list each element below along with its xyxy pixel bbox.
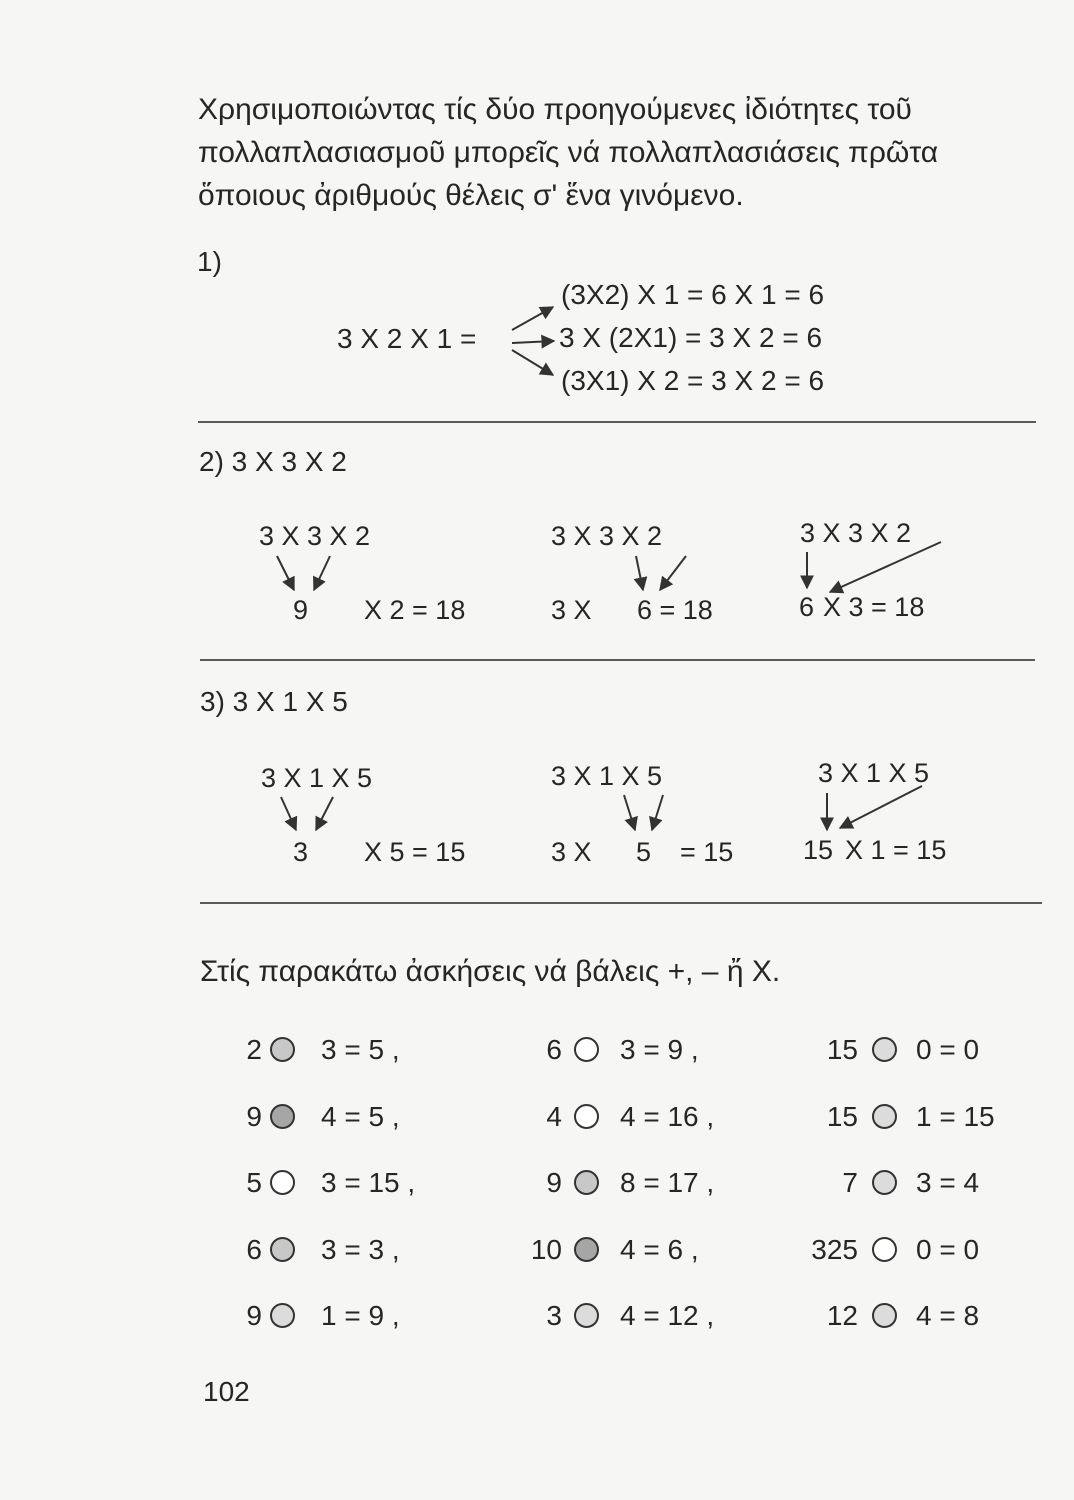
- section-2-group-3-top: 3 X 3 X 2: [800, 518, 912, 548]
- arrow-icon: [314, 556, 330, 590]
- exercise-equation-rest: 4 = 12 ,: [620, 1300, 715, 1331]
- operator-blank-circle[interactable]: [270, 1170, 295, 1195]
- exercise-left-operand: 12: [826, 1300, 858, 1331]
- exercise-row: [500, 1165, 760, 1201]
- exercise-equation-rest: 1 = 9 ,: [321, 1300, 400, 1331]
- section-3-group-3-bottom-a: 15: [803, 835, 834, 865]
- operator-blank-circle[interactable]: [872, 1104, 897, 1129]
- operator-blank-circle[interactable]: [270, 1104, 295, 1129]
- section-1-lhs: 3 X 2 X 1 =: [337, 323, 477, 354]
- exercise-equation-rest: 3 = 5 ,: [321, 1034, 400, 1065]
- section-3-group-3-bottom-b: X 1 = 15: [845, 835, 947, 865]
- operator-blank-circle[interactable]: [872, 1237, 897, 1262]
- exercise-equation-rest: 4 = 6 ,: [620, 1234, 699, 1265]
- section-2-group-1-bottom-a: 9: [293, 595, 309, 625]
- exercise-row: [200, 1298, 460, 1334]
- exercise-left-operand: 7: [842, 1167, 858, 1198]
- section-2-group-1-bottom-b: X 2 = 18: [364, 595, 466, 625]
- arrow-icon: [316, 797, 333, 830]
- operator-blank-circle[interactable]: [270, 1303, 295, 1328]
- exercise-left-operand: 325: [811, 1234, 858, 1265]
- exercise-row: [500, 1232, 760, 1268]
- arrow-icon: [840, 786, 922, 828]
- exercise-equation-rest: 1 = 15: [916, 1101, 995, 1132]
- section-2-heading: 2) 3 X 3 X 2: [199, 446, 347, 477]
- operator-blank-circle[interactable]: [872, 1037, 897, 1062]
- section-2-group-1-top: 3 X 3 X 2: [259, 521, 371, 551]
- operator-blank-circle[interactable]: [574, 1170, 599, 1195]
- exercise-left-operand: 5: [246, 1167, 262, 1198]
- exercise-left-operand: 15: [826, 1101, 858, 1132]
- exercise-row: [790, 1298, 1030, 1334]
- intro-line-1: Χρησιμοποιώντας τίς δύο προηγούμενες ἰδιότητες τοῦ: [198, 93, 912, 126]
- exercise-left-operand: 9: [246, 1101, 262, 1132]
- intro-line-3: ὅποιους ἀριθμούς θέλεις σ' ἕνα γινόμενο.: [198, 179, 744, 212]
- exercise-left-operand: 15: [826, 1034, 858, 1065]
- exercise-row: [790, 1099, 1030, 1135]
- exercise-left-operand: 2: [246, 1034, 262, 1065]
- section-3-group-2-bottom-a: 3 X: [551, 837, 592, 867]
- exercise-equation-rest: 3 = 3 ,: [321, 1234, 400, 1265]
- operator-blank-circle[interactable]: [872, 1303, 897, 1328]
- section-3-group-3-top: 3 X 1 X 5: [818, 758, 930, 788]
- arrow-icon: [281, 797, 296, 830]
- operator-blank-circle[interactable]: [270, 1237, 295, 1262]
- exercise-left-operand: 10: [530, 1234, 562, 1265]
- section-3-group-1-top: 3 X 1 X 5: [261, 763, 373, 793]
- exercise-instruction: Στίς παρακάτω ἀσκήσεις νά βάλεις +, – ἤ X.: [200, 955, 781, 988]
- exercise-row: [500, 1032, 760, 1068]
- section-2-group-3-bottom-b: X 3 = 18: [823, 592, 925, 622]
- section-3-group-2-top: 3 X 1 X 5: [551, 761, 663, 791]
- exercise-equation-rest: 0 = 0: [916, 1234, 980, 1265]
- arrow-icon: [277, 556, 294, 590]
- exercise-equation-rest: 8 = 17 ,: [620, 1167, 715, 1198]
- section-1-result-1: (3X2) X 1 = 6 X 1 = 6: [561, 279, 825, 310]
- section-2-group-2-top: 3 X 3 X 2: [551, 521, 663, 551]
- section-2-group-2-bottom-b: 6 = 18: [637, 595, 713, 625]
- section-2-group-3-bottom-a: 6: [799, 592, 815, 622]
- arrow-icon: [830, 542, 941, 592]
- exercise-row: [500, 1099, 760, 1135]
- arrow-icon: [652, 795, 663, 830]
- operator-blank-circle[interactable]: [574, 1303, 599, 1328]
- exercise-equation-rest: 4 = 5 ,: [321, 1101, 400, 1132]
- arrow-icon: [512, 341, 554, 343]
- arrow-icon: [636, 556, 643, 590]
- exercise-left-operand: 3: [546, 1300, 562, 1331]
- operator-blank-circle[interactable]: [574, 1104, 599, 1129]
- arrow-icon: [624, 795, 635, 830]
- exercise-equation-rest: 4 = 16 ,: [620, 1101, 715, 1132]
- section-3-group-1-bottom-a: 3: [293, 837, 309, 867]
- intro-line-2: πολλαπλασιασμοῦ μπορεῖς νά πολλαπλασιάσεις πρῶτα: [198, 136, 939, 169]
- arrow-icon: [660, 556, 686, 590]
- section-1-result-2: 3 X (2X1) = 3 X 2 = 6: [559, 322, 823, 353]
- section-3-group-2-bottom-c: = 15: [680, 837, 734, 867]
- exercise-row: [790, 1032, 1030, 1068]
- exercise-equation-rest: 3 = 4: [916, 1167, 980, 1198]
- section-1-number: 1): [197, 246, 222, 277]
- section-3-group-1-bottom-b: X 5 = 15: [364, 837, 466, 867]
- exercise-row: [500, 1298, 760, 1334]
- exercise-left-operand: 6: [546, 1034, 562, 1065]
- exercise-left-operand: 6: [246, 1234, 262, 1265]
- exercise-left-operand: 4: [546, 1101, 562, 1132]
- page-number: 102: [203, 1376, 250, 1407]
- exercise-left-operand: 9: [546, 1167, 562, 1198]
- exercise-row: [200, 1165, 460, 1201]
- operator-blank-circle[interactable]: [872, 1170, 897, 1195]
- exercise-row: [200, 1032, 460, 1068]
- exercise-equation-rest: 4 = 8: [916, 1300, 980, 1331]
- exercise-equation-rest: 0 = 0: [916, 1034, 980, 1065]
- exercise-equation-rest: 3 = 9 ,: [620, 1034, 699, 1065]
- section-1-result-3: (3X1) X 2 = 3 X 2 = 6: [561, 365, 825, 396]
- arrow-icon: [512, 350, 553, 375]
- section-3-heading: 3) 3 X 1 X 5: [200, 686, 348, 717]
- operator-blank-circle[interactable]: [270, 1037, 295, 1062]
- exercise-left-operand: 9: [246, 1300, 262, 1331]
- exercise-row: [200, 1232, 460, 1268]
- arrow-icon: [512, 307, 553, 330]
- operator-blank-circle[interactable]: [574, 1037, 599, 1062]
- section-3-group-2-bottom-b: 5: [636, 837, 652, 867]
- section-2-group-2-bottom-a: 3 X: [551, 595, 592, 625]
- exercise-equation-rest: 3 = 15 ,: [321, 1167, 416, 1198]
- operator-blank-circle[interactable]: [574, 1237, 599, 1262]
- exercise-row: [790, 1232, 1030, 1268]
- exercise-row: [790, 1165, 1030, 1201]
- exercise-row: [200, 1099, 460, 1135]
